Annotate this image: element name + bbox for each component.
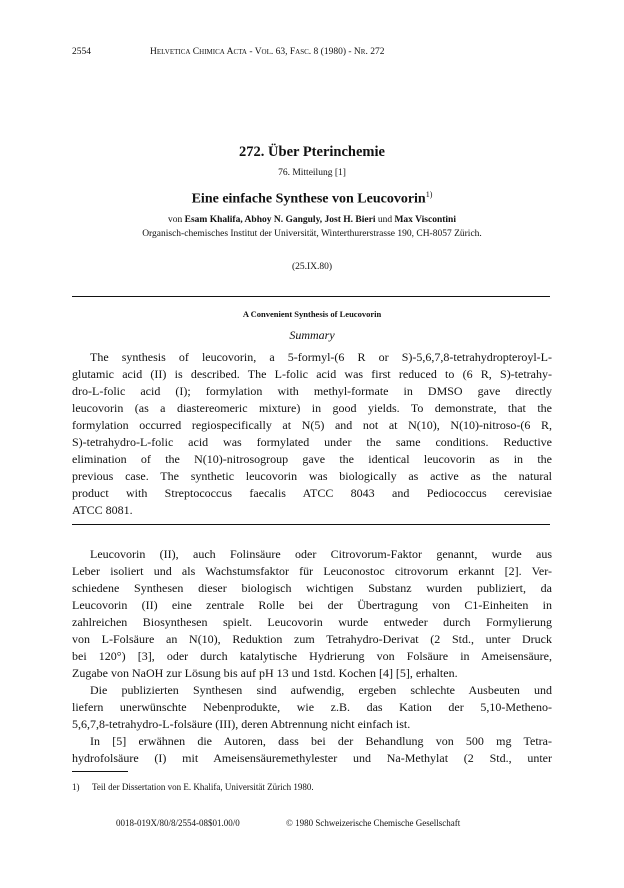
abstract-line: formylation occurred regiospecifically at N(5) and not at N(10), N(10)-nitroso-(6 R, — [72, 418, 552, 432]
body-line: Leucovorin (II) eine zentrale Rolle bei der Übertragung von C1-Einheiten in — [72, 598, 552, 612]
body-line: 5,6,7,8-tetrahydro-L-folsäure (III), deren Abtrennung nicht einfach ist. — [72, 717, 411, 731]
abstract-line: S)-tetrahydro-L-folic acid was formylated under the same conditions. Reductive — [72, 435, 552, 449]
article-code: 0018-019X/80/8/2554-08$01.00/0 — [116, 818, 240, 828]
article-subtitle — [72, 190, 552, 208]
body-line: bei 120°) [3], oder durch katalytische Hydrierung von Folsäure in Ameisensäure, — [72, 649, 552, 663]
footnote-mark: 1) — [72, 782, 80, 792]
authors-names: Esam Khalifa, Abhoy N. Ganguly, Jost H. Bieri — [184, 215, 376, 225]
author-line — [72, 215, 552, 225]
body-line: hydrofolsäure (I) mit Ameisensäuremethylester und Na-Methylat (2 Std., unter — [72, 751, 552, 765]
body-line: Zugabe von NaOH zur Lösung bis auf pH 13 und 1std. Kochen [4] [5], erhalten. — [72, 666, 458, 680]
body-line: zahlreichen Biosynthesen spielt. Leucovorin wurde entweder durch Formylierung — [72, 615, 552, 629]
article-part: 76. Mitteilung [1] — [278, 168, 346, 178]
body-line: schiedene Synthesen dieser biologisch wichtigen Substanz wurden publiziert, da — [72, 581, 552, 595]
subtitle-footnote-mark: 1) — [425, 190, 433, 199]
abstract-line: leucovorin (as a diastereomeric mixture) in good yields. To demonstrate, that the — [72, 401, 552, 415]
abstract-line: dro-L-folic acid (I); formylation with methyl-formate in DMSO gave directly — [72, 384, 552, 398]
page-number: 2554 — [72, 47, 91, 57]
abstract-line: elimination of the N(10)-nitrosogroup gave the identical leucovorin as in the — [72, 452, 552, 466]
institute: Organisch-chemisches Institut der Universität, Winterthurerstrasse 190, CH-8057 Zürich. — [142, 229, 482, 239]
body-line: Die publizierten Synthesen sind aufwendig, ergeben schlechte Ausbeuten und — [90, 683, 552, 697]
footnote-rule — [72, 771, 128, 772]
footnote-text: Teil der Dissertation von E. Khalifa, Universität Zürich 1980. — [92, 782, 314, 792]
abstract-line: product with Streptococcus faecalis ATCC 8043 and Pediococcus cerevisiae — [72, 486, 552, 500]
abstract-top-rule — [72, 296, 550, 297]
summary-heading: Summary — [289, 328, 335, 342]
copyright: © 1980 Schweizerische Chemische Gesellschaft — [286, 818, 461, 828]
abstract-line: The synthesis of leucovorin, a 5-formyl-(6 R or S)-5,6,7,8-tetrahydropteroyl-L- — [90, 350, 552, 364]
authors-joiner: und — [377, 215, 393, 225]
article-title: 272. Über Pterinchemie — [239, 144, 385, 160]
body-line: Leber isoliert und als Wachstumsfaktor für Leuconostoc citrovorum erkannt [2]. Ver- — [72, 564, 552, 578]
body-line: Leucovorin (II), auch Folinsäure oder Citrovorum-Faktor genannt, wurde aus — [90, 547, 552, 561]
english-title: A Convenient Synthesis of Leucovorin — [242, 309, 382, 319]
abstract-line: ATCC 8081. — [72, 503, 133, 517]
abstract-line: previous case. The synthetic leucovorin was biologically as active as the natural — [72, 469, 552, 483]
abstract-line: glutamic acid (II) is described. The L-folic acid was first reduced to (6 R, S)-tetrahy- — [72, 367, 552, 381]
abstract-bottom-rule — [72, 524, 550, 525]
body-line: von L-Folsäure an N(10), Reduktion zum Tetrahydro-Derivat (2 Std., unter Druck — [72, 632, 552, 646]
journal-line: Helvetica Chimica Acta - Vol. 63, Fasc. 8 (1980) - Nr. 272 — [150, 47, 385, 57]
body-line: In [5] erwähnen die Autoren, dass bei der Behandlung von 500 mg Tetra- — [90, 734, 552, 748]
subtitle-text: Eine einfache Synthese von Leucovorin — [191, 191, 426, 207]
body-line: liefern unerwünschte Nebenprodukte, wie z.B. das Kation der 5,10-Metheno- — [72, 700, 552, 714]
received-date: (25.IX.80) — [291, 262, 333, 272]
running-head — [72, 47, 552, 61]
authors-prefix: von — [168, 215, 183, 225]
authors-last: Max Viscontini — [394, 215, 456, 225]
